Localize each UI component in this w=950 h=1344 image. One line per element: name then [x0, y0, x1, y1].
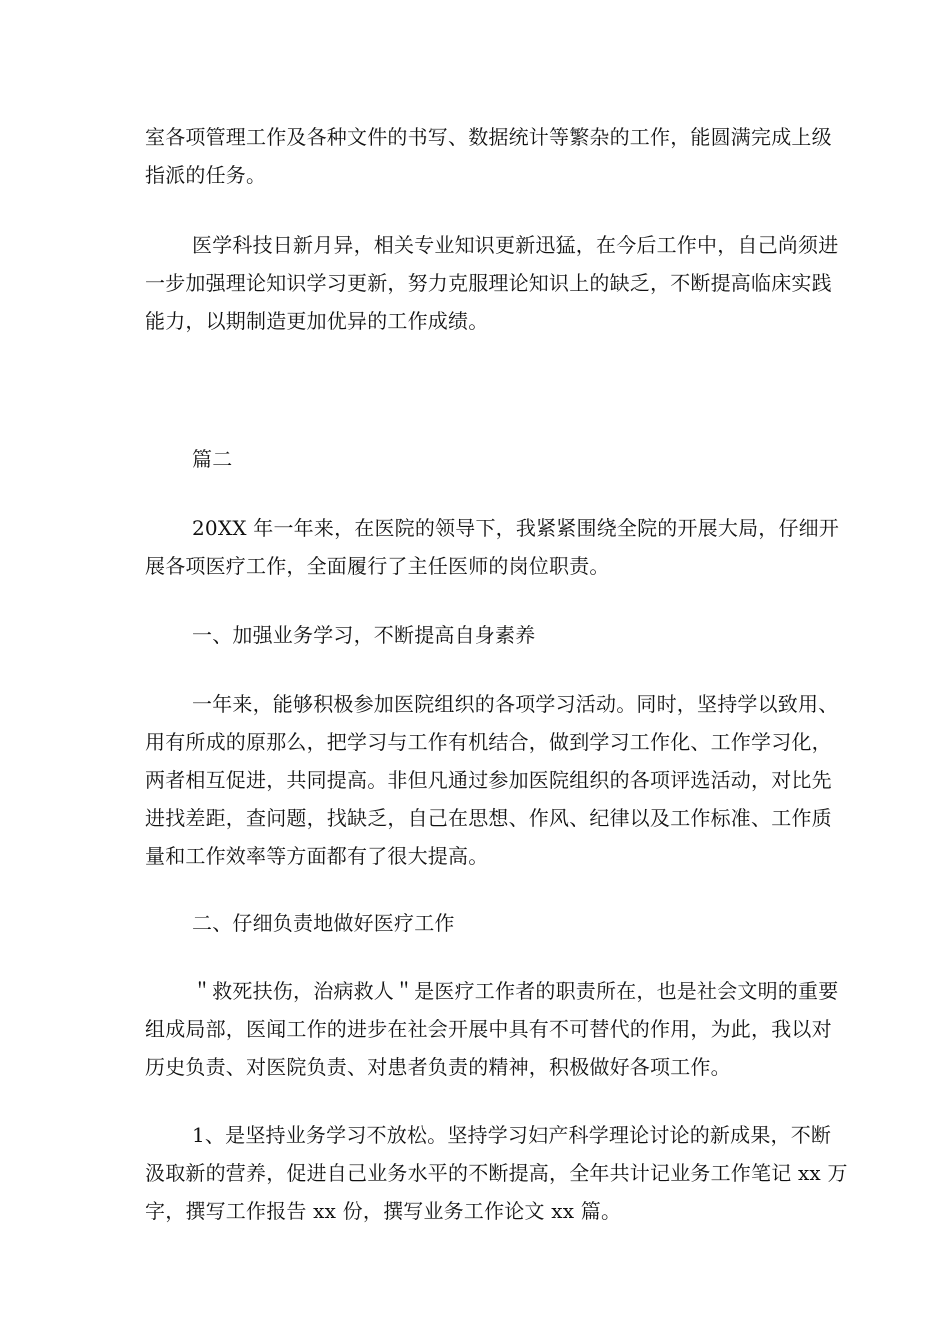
section-heading-part-2: 篇二 — [192, 447, 233, 471]
paragraph-4-line-5: 量和工作效率等方面都有了很大提高。 — [145, 844, 489, 868]
paragraph-5-line-3: 历史负责、对医院负责、对患者负责的精神，积极做好各项工作。 — [145, 1055, 731, 1079]
paragraph-6-line-2: 汲取新的营养，促进自己业务水平的不断提高，全年共计记业务工作笔记 xx 万 — [145, 1161, 848, 1185]
paragraph-2-line-2: 一步加强理论知识学习更新，努力克服理论知识上的缺乏，不断提高临床实践 — [145, 271, 832, 295]
section-heading-1: 一、加强业务学习，不断提高自身素养 — [192, 623, 536, 647]
paragraph-5-line-2: 组成局部，医闻工作的进步在社会开展中具有不可替代的作用，为此，我以对 — [145, 1017, 832, 1041]
paragraph-4-line-3: 两者相互促进，共同提高。非但凡通过参加医院组织的各项评选活动，对比先 — [145, 768, 832, 792]
paragraph-5-line-1: ＂救死扶伤，治病救人＂是医疗工作者的职责所在，也是社会文明的重要 — [192, 979, 839, 1003]
paragraph-1-line-1: 室各项管理工作及各种文件的书写、数据统计等繁杂的工作，能圆满完成上级 — [145, 125, 832, 149]
section-heading-2: 二、仔细负责地做好医疗工作 — [192, 911, 455, 935]
paragraph-2-line-1: 医学科技日新月异，相关专业知识更新迅猛，在今后工作中，自己尚须进 — [192, 233, 839, 257]
paragraph-1-line-2: 指派的任务。 — [145, 163, 267, 187]
paragraph-4-line-2: 用有所成的原那么，把学习与工作有机结合，做到学习工作化、工作学习化， — [145, 730, 832, 754]
paragraph-6-line-1: 1、是坚持业务学习不放松。坚持学习妇产科学理论讨论的新成果，不断 — [192, 1123, 832, 1147]
paragraph-6-line-3: 字，撰写工作报告 xx 份，撰写业务工作论文 xx 篇。 — [145, 1199, 622, 1223]
paragraph-2-line-3: 能力，以期制造更加优异的工作成绩。 — [145, 309, 489, 333]
paragraph-4-line-4: 进找差距，查问题，找缺乏，自己在思想、作风、纪律以及工作标准、工作质 — [145, 806, 832, 830]
paragraph-3-line-2: 展各项医疗工作，全面履行了主任医师的岗位职责。 — [145, 554, 610, 578]
paragraph-4-line-1: 一年来，能够积极参加医院组织的各项学习活动。同时，坚持学以致用、 — [192, 692, 839, 716]
paragraph-3-line-1: 20XX 年一年来，在医院的领导下，我紧紧围绕全院的开展大局，仔细开 — [192, 516, 840, 540]
